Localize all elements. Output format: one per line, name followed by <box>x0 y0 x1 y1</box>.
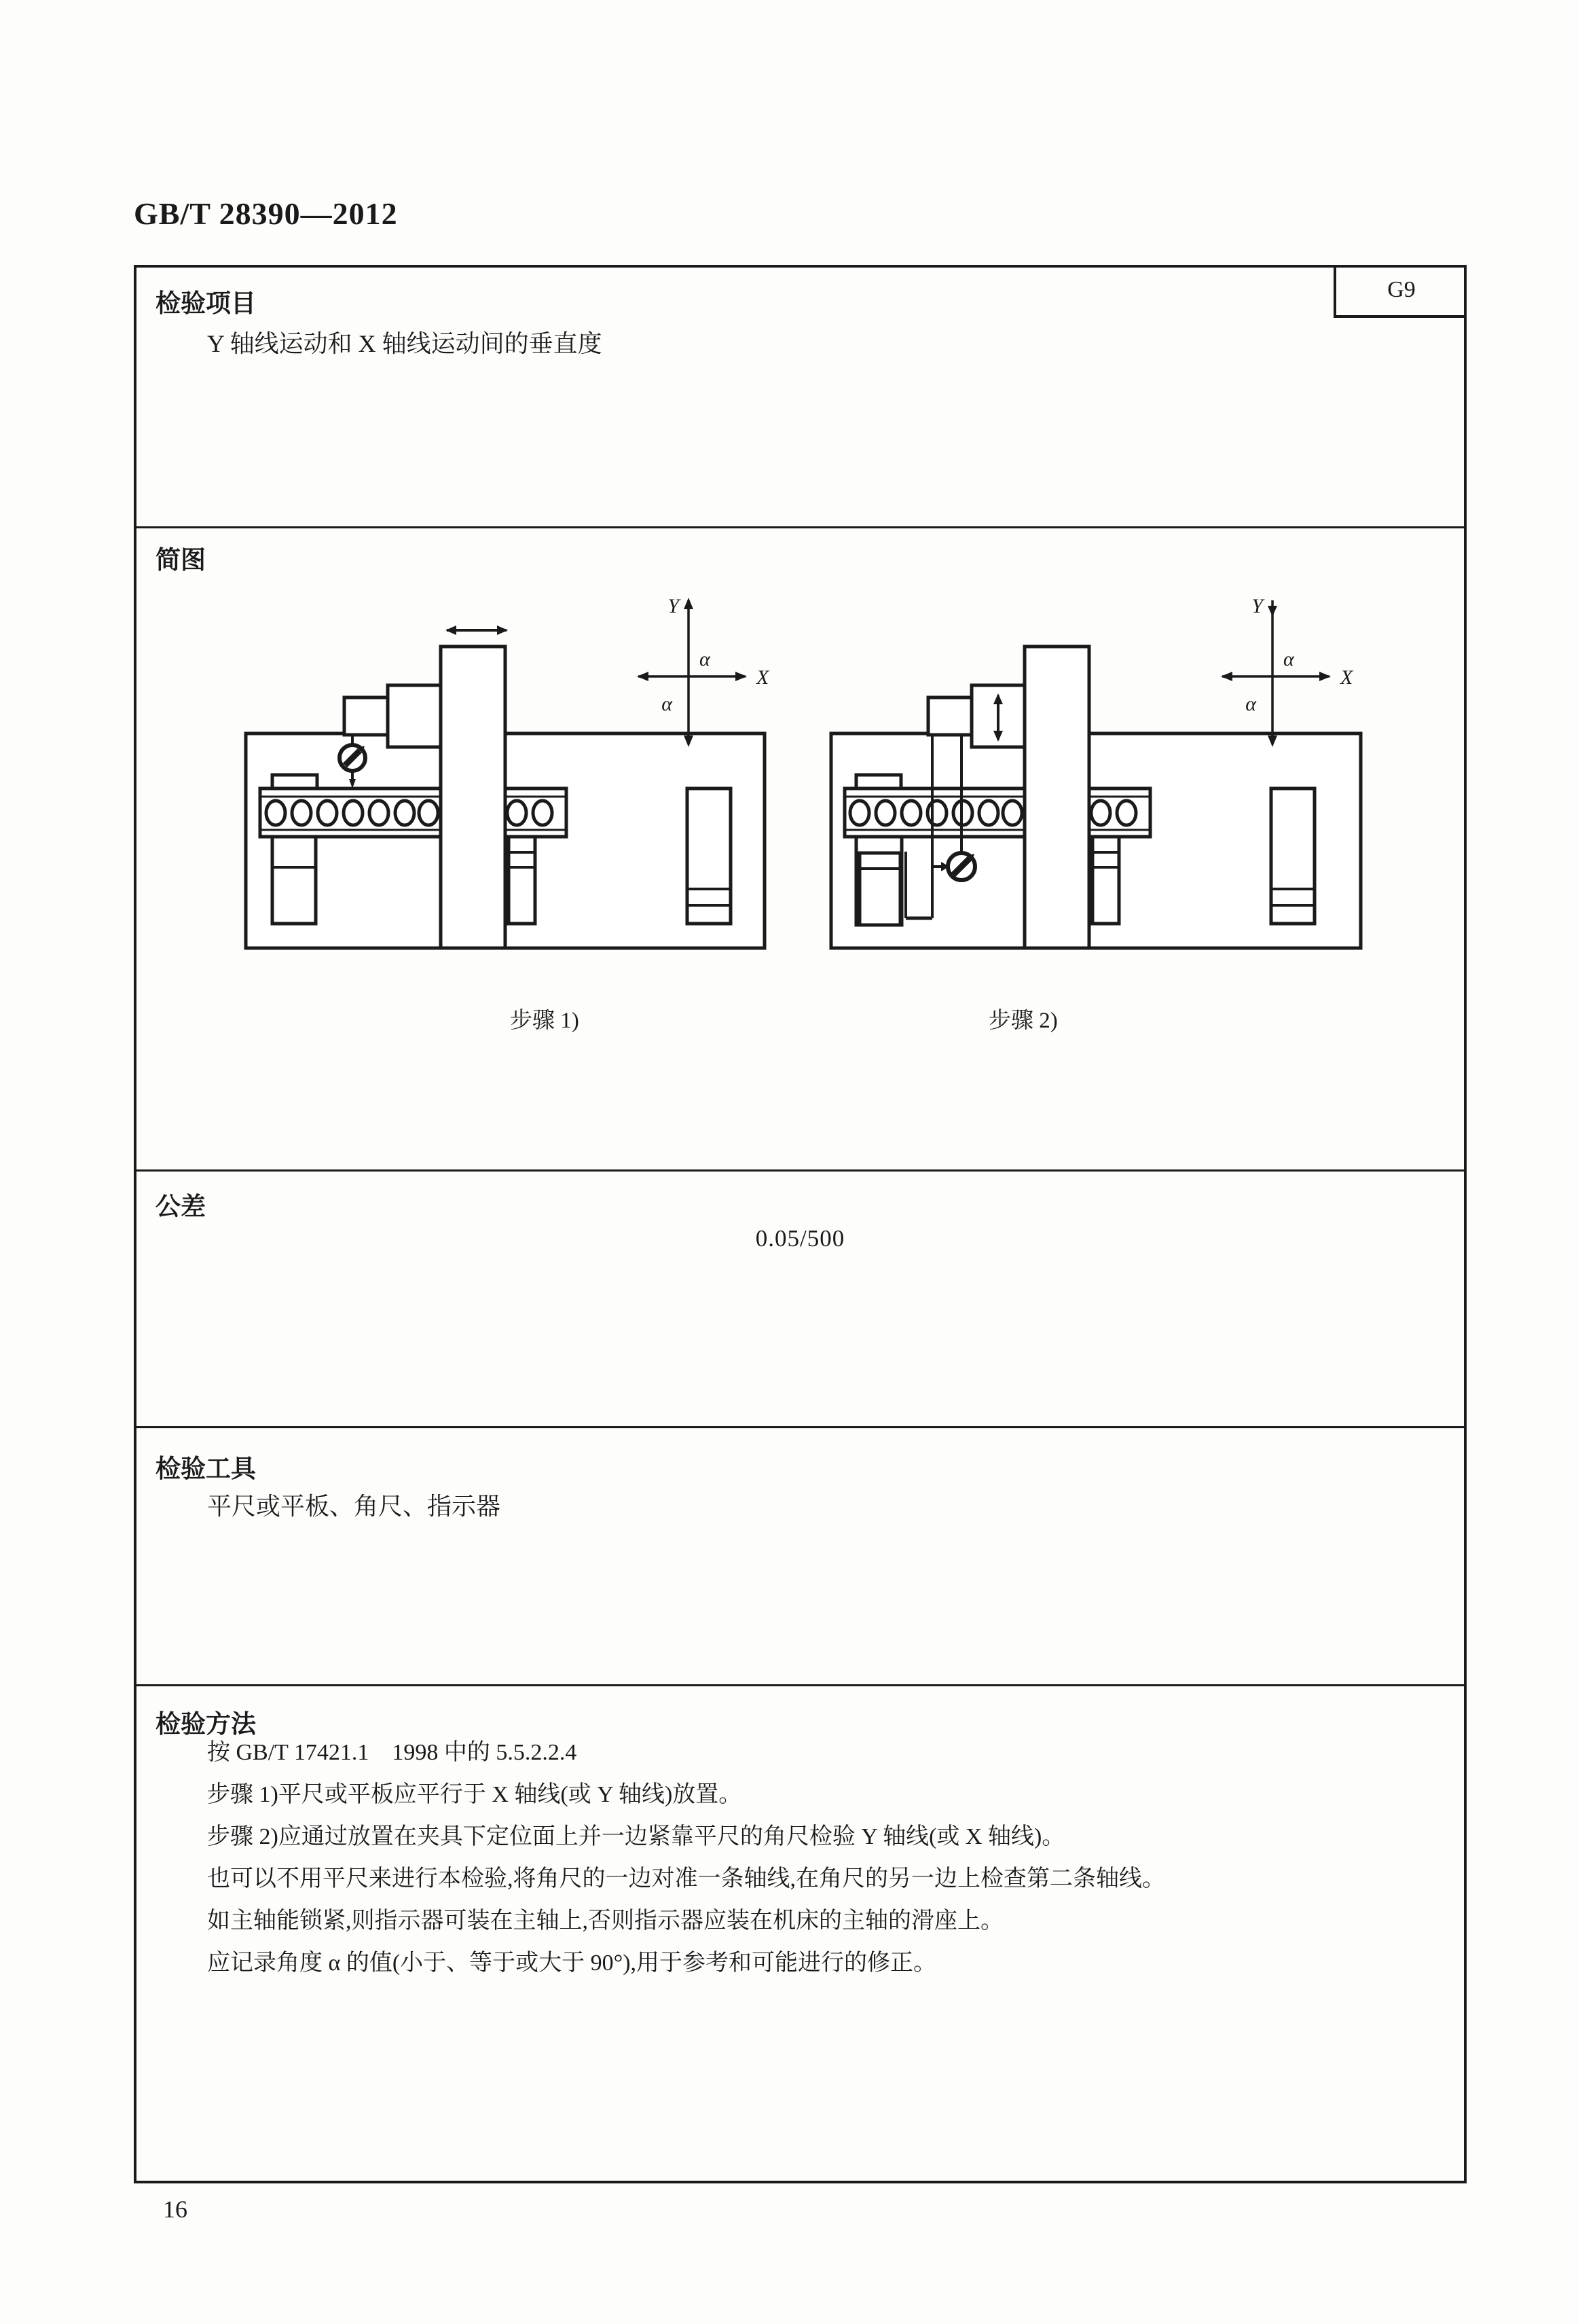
item-code-box <box>1334 265 1467 318</box>
section-label-item: 检验项目 <box>155 289 256 317</box>
right-support-block <box>509 837 535 924</box>
section-label-diagram: 简图 <box>155 546 206 574</box>
column <box>1025 647 1089 948</box>
axis-label-alpha-upper: α <box>1283 648 1294 670</box>
fixture-block <box>1271 788 1315 924</box>
left-support-block <box>272 837 316 924</box>
section-label-tools: 检验工具 <box>155 1455 256 1483</box>
axis-label-x: X <box>756 666 769 689</box>
bar-top-block <box>856 775 901 788</box>
right-support-block <box>1093 837 1119 924</box>
caption-step1: 步骤 1) <box>510 1009 579 1033</box>
diagram-step1 <box>240 573 770 981</box>
tolerance-value: 0.05/500 <box>755 1225 845 1252</box>
row-divider <box>136 526 1464 528</box>
axis-label-alpha-upper: α <box>699 648 710 670</box>
axis-label-x: X <box>1340 666 1353 689</box>
row-divider <box>136 1169 1464 1172</box>
method-line: 步骤 2)应通过放置在夹具下定位面上并一边紧靠平尺的角尺检验 Y 轴线(或 X 轴线)。 <box>207 1824 1065 1849</box>
tools-content: 平尺或平板、角尺、指示器 <box>207 1493 501 1520</box>
axis-cross <box>1221 595 1354 747</box>
bar-top-block <box>272 775 317 788</box>
row-divider <box>136 1684 1464 1686</box>
method-text <box>207 1732 1165 1984</box>
section-label-method: 检验方法 <box>155 1710 256 1738</box>
straightedge <box>845 788 1150 837</box>
method-line: 应记录角度 α 的值(小于、等于或大于 90°),用于参考和可能进行的修正。 <box>207 1950 937 1976</box>
left-support-block <box>856 837 902 925</box>
diagram-step2 <box>824 573 1374 981</box>
standard-code: GB/T 28390—2012 <box>134 196 398 231</box>
item-code: G9 <box>1387 277 1416 302</box>
axis-cross <box>637 595 770 747</box>
inspection-item-table <box>134 265 1467 2183</box>
axis-label-alpha-lower: α <box>661 693 672 715</box>
method-line: 步骤 1)平尺或平板应平行于 X 轴线(或 Y 轴线)放置。 <box>207 1782 742 1807</box>
straightedge <box>260 788 566 837</box>
method-line: 如主轴能锁紧,则指示器可装在主轴上,否则指示器应装在机床的主轴的滑座上。 <box>207 1908 1004 1933</box>
x-motion-arrow <box>445 625 508 635</box>
axis-label-y: Y <box>1251 595 1263 617</box>
axis-label-y: Y <box>667 595 679 617</box>
column <box>441 647 505 948</box>
item-content: Y 轴线运动和 X 轴线运动间的垂直度 <box>207 330 602 357</box>
caption-step2: 步骤 2) <box>989 1009 1058 1033</box>
fixture-block <box>687 788 731 924</box>
axis-label-alpha-lower: α <box>1245 693 1256 715</box>
section-label-tolerance: 公差 <box>155 1193 206 1220</box>
row-divider <box>136 1426 1464 1428</box>
page-number: 16 <box>163 2196 187 2223</box>
method-line: 按 GB/T 17421.1 1998 中的 5.5.2.2.4 <box>207 1740 577 1765</box>
method-line: 也可以不用平尺来进行本检验,将角尺的一边对准一条轴线,在角尺的另一边上检查第二条轴线。 <box>207 1866 1165 1891</box>
